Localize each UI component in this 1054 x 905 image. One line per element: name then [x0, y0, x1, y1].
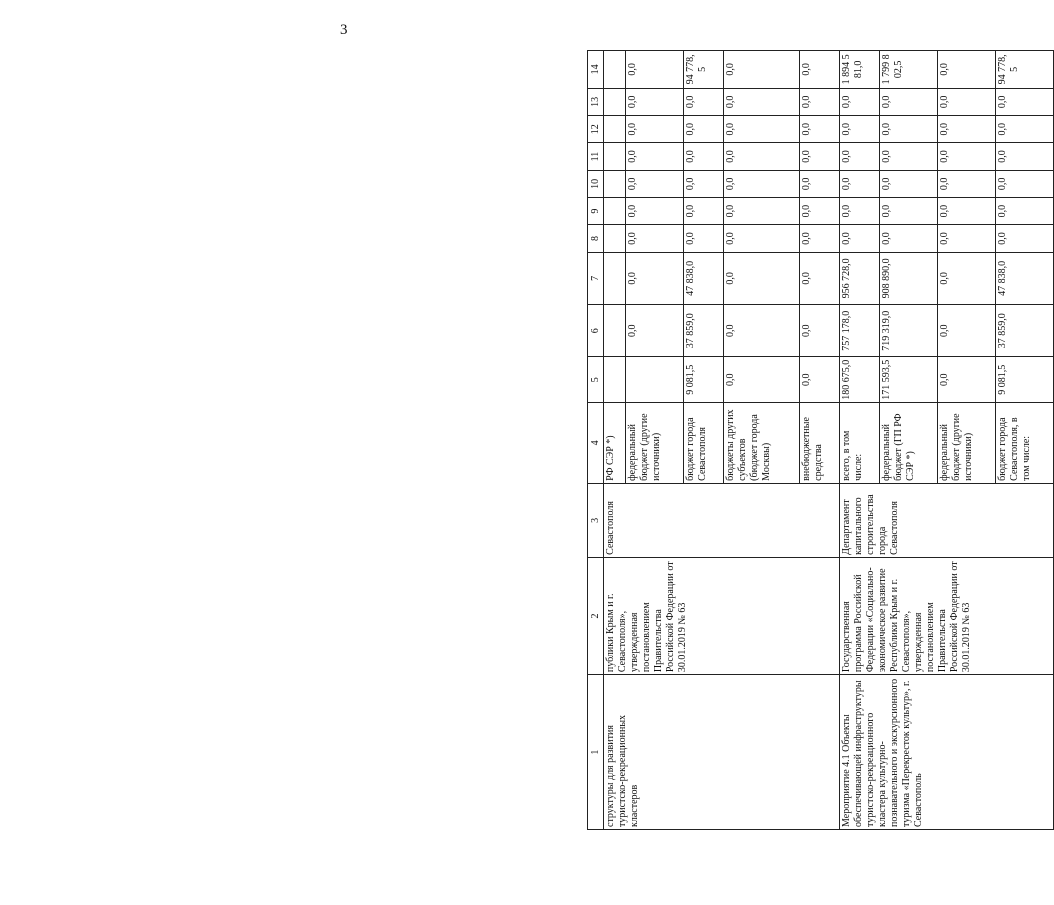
- value-cell: [604, 170, 626, 197]
- total-cell: 0,0: [938, 51, 996, 89]
- value-cell: [604, 252, 626, 304]
- value-cell: 0,0: [880, 225, 938, 252]
- column-number: 3: [588, 483, 604, 557]
- value-cell: 0,0: [800, 252, 840, 304]
- value-cell: 0,0: [840, 116, 880, 143]
- funding-source-cell: федеральный бюджет (другие источники): [626, 402, 684, 483]
- value-cell: 0,0: [684, 88, 724, 115]
- column-number: 1: [588, 675, 604, 830]
- column-number: 10: [588, 170, 604, 197]
- value-cell: 0,0: [684, 198, 724, 225]
- funding-source-cell: внебюджетные средства: [800, 402, 840, 483]
- value-cell: 0,0: [996, 88, 1054, 115]
- value-cell: 757 178,0: [840, 305, 880, 357]
- value-cell: 0,0: [800, 198, 840, 225]
- value-cell: 0,0: [626, 252, 684, 304]
- value-cell: 37 859,0: [684, 305, 724, 357]
- funding-source-cell: бюджет города Севастополя: [684, 402, 724, 483]
- value-cell: 0,0: [880, 88, 938, 115]
- value-cell: 0,0: [840, 143, 880, 170]
- value-cell: 9 081,5: [684, 357, 724, 403]
- column-number: 2: [588, 557, 604, 674]
- column-number: 9: [588, 198, 604, 225]
- total-cell: 0,0: [800, 51, 840, 89]
- value-cell: 0,0: [800, 88, 840, 115]
- column-number: 14: [588, 51, 604, 89]
- value-cell: 0,0: [996, 143, 1054, 170]
- value-cell: 0,0: [938, 116, 996, 143]
- value-cell: 0,0: [800, 116, 840, 143]
- value-cell: [604, 116, 626, 143]
- value-cell: 0,0: [938, 305, 996, 357]
- table-row: [604, 51, 626, 830]
- value-cell: 0,0: [626, 116, 684, 143]
- program-cell: публики Крым и г. Севастополя», утвержденная постановлением Правительства Российской Федерации от 30.01.2019 № 63: [604, 557, 840, 674]
- value-cell: 0,0: [684, 225, 724, 252]
- value-cell: 0,0: [626, 143, 684, 170]
- value-cell: 0,0: [938, 198, 996, 225]
- funding-source-cell: РФ СЭР *): [604, 402, 626, 483]
- value-cell: 0,0: [724, 357, 800, 403]
- value-cell: 0,0: [724, 305, 800, 357]
- total-cell: 0,0: [626, 51, 684, 89]
- value-cell: 0,0: [626, 305, 684, 357]
- value-cell: 0,0: [840, 88, 880, 115]
- page-number: 3: [340, 22, 348, 38]
- value-cell: 0,0: [880, 116, 938, 143]
- executor-cell: Севастополя: [604, 483, 840, 557]
- value-cell: 0,0: [938, 225, 996, 252]
- total-cell: 1 799 802,5: [880, 51, 938, 89]
- funding-source-cell: бюджеты других субъектов (бюджет города Москвы): [724, 402, 800, 483]
- value-cell: 0,0: [724, 143, 800, 170]
- value-cell: [604, 357, 626, 403]
- column-number: 8: [588, 225, 604, 252]
- value-cell: 0,0: [840, 225, 880, 252]
- value-cell: 0,0: [938, 88, 996, 115]
- total-cell: 1 894 581,0: [840, 51, 880, 89]
- total-cell: 94 778,5: [684, 51, 724, 89]
- table-row: [840, 51, 880, 830]
- value-cell: 47 838,0: [684, 252, 724, 304]
- value-cell: [604, 88, 626, 115]
- value-cell: 0,0: [800, 357, 840, 403]
- value-cell: 908 890,0: [880, 252, 938, 304]
- value-cell: 0,0: [724, 252, 800, 304]
- column-number: 5: [588, 357, 604, 403]
- column-number: 12: [588, 116, 604, 143]
- value-cell: 0,0: [938, 357, 996, 403]
- column-number: 7: [588, 252, 604, 304]
- value-cell: 0,0: [840, 198, 880, 225]
- value-cell: 0,0: [996, 170, 1054, 197]
- total-cell: [604, 51, 626, 89]
- value-cell: 0,0: [724, 116, 800, 143]
- value-cell: 0,0: [724, 88, 800, 115]
- rotated-table-container: [587, 50, 1054, 830]
- value-cell: [604, 225, 626, 252]
- value-cell: 0,0: [880, 198, 938, 225]
- column-number: 11: [588, 143, 604, 170]
- value-cell: 0,0: [800, 170, 840, 197]
- value-cell: 0,0: [938, 252, 996, 304]
- activity-name-cell: структуры для развития туристско-рекреационных кластеров: [604, 675, 840, 830]
- total-cell: 0,0: [724, 51, 800, 89]
- value-cell: 37 859,0: [996, 305, 1054, 357]
- value-cell: [604, 305, 626, 357]
- value-cell: 47 838,0: [996, 252, 1054, 304]
- value-cell: 0,0: [684, 143, 724, 170]
- value-cell: 0,0: [724, 198, 800, 225]
- value-cell: 0,0: [938, 170, 996, 197]
- value-cell: 0,0: [684, 116, 724, 143]
- value-cell: 0,0: [996, 198, 1054, 225]
- total-cell: 94 778,5: [996, 51, 1054, 89]
- value-cell: 171 593,5: [880, 357, 938, 403]
- value-cell: [626, 357, 684, 403]
- funding-source-cell: федеральный бюджет (другие источники): [938, 402, 996, 483]
- value-cell: 0,0: [996, 116, 1054, 143]
- program-cell: Государственная программа Российской Федерации «Социально-экономическое развитие Республики Крым и г. Севастополя», утвержденная постановлением Правительства Российской Федерации от 30.01.2019 № 63: [840, 557, 1054, 674]
- value-cell: 0,0: [626, 198, 684, 225]
- activity-name-cell: Мероприятие 4.1 Объекты обеспечивающей инфраструктуры туристско-рекреационного кластера культурно-познавательного и экскурсионного туризма «Перекресток культур», г. Севастополь: [840, 675, 1054, 830]
- value-cell: 0,0: [800, 305, 840, 357]
- value-cell: 0,0: [626, 225, 684, 252]
- value-cell: 0,0: [996, 225, 1054, 252]
- funding-source-cell: бюджет города Севастополя, в том числе:: [996, 402, 1054, 483]
- value-cell: 180 675,0: [840, 357, 880, 403]
- column-number: 4: [588, 402, 604, 483]
- value-cell: 0,0: [840, 170, 880, 197]
- column-number: 13: [588, 88, 604, 115]
- column-number: 6: [588, 305, 604, 357]
- value-cell: [604, 143, 626, 170]
- value-cell: 0,0: [938, 143, 996, 170]
- value-cell: 9 081,5: [996, 357, 1054, 403]
- value-cell: 0,0: [800, 143, 840, 170]
- funding-table: [587, 50, 1054, 830]
- value-cell: 0,0: [626, 170, 684, 197]
- value-cell: 0,0: [724, 170, 800, 197]
- value-cell: 0,0: [626, 88, 684, 115]
- value-cell: 719 319,0: [880, 305, 938, 357]
- value-cell: 0,0: [684, 170, 724, 197]
- executor-cell: Департамент капитального строительства города Севастополя: [840, 483, 1054, 557]
- funding-source-cell: федеральный бюджет (ГП РФ СЭР *): [880, 402, 938, 483]
- value-cell: 0,0: [724, 225, 800, 252]
- value-cell: 0,0: [880, 170, 938, 197]
- value-cell: 956 728,0: [840, 252, 880, 304]
- value-cell: 0,0: [880, 143, 938, 170]
- value-cell: 0,0: [800, 225, 840, 252]
- value-cell: [604, 198, 626, 225]
- funding-source-cell: всего, в том числе:: [840, 402, 880, 483]
- column-number-row: [588, 51, 604, 830]
